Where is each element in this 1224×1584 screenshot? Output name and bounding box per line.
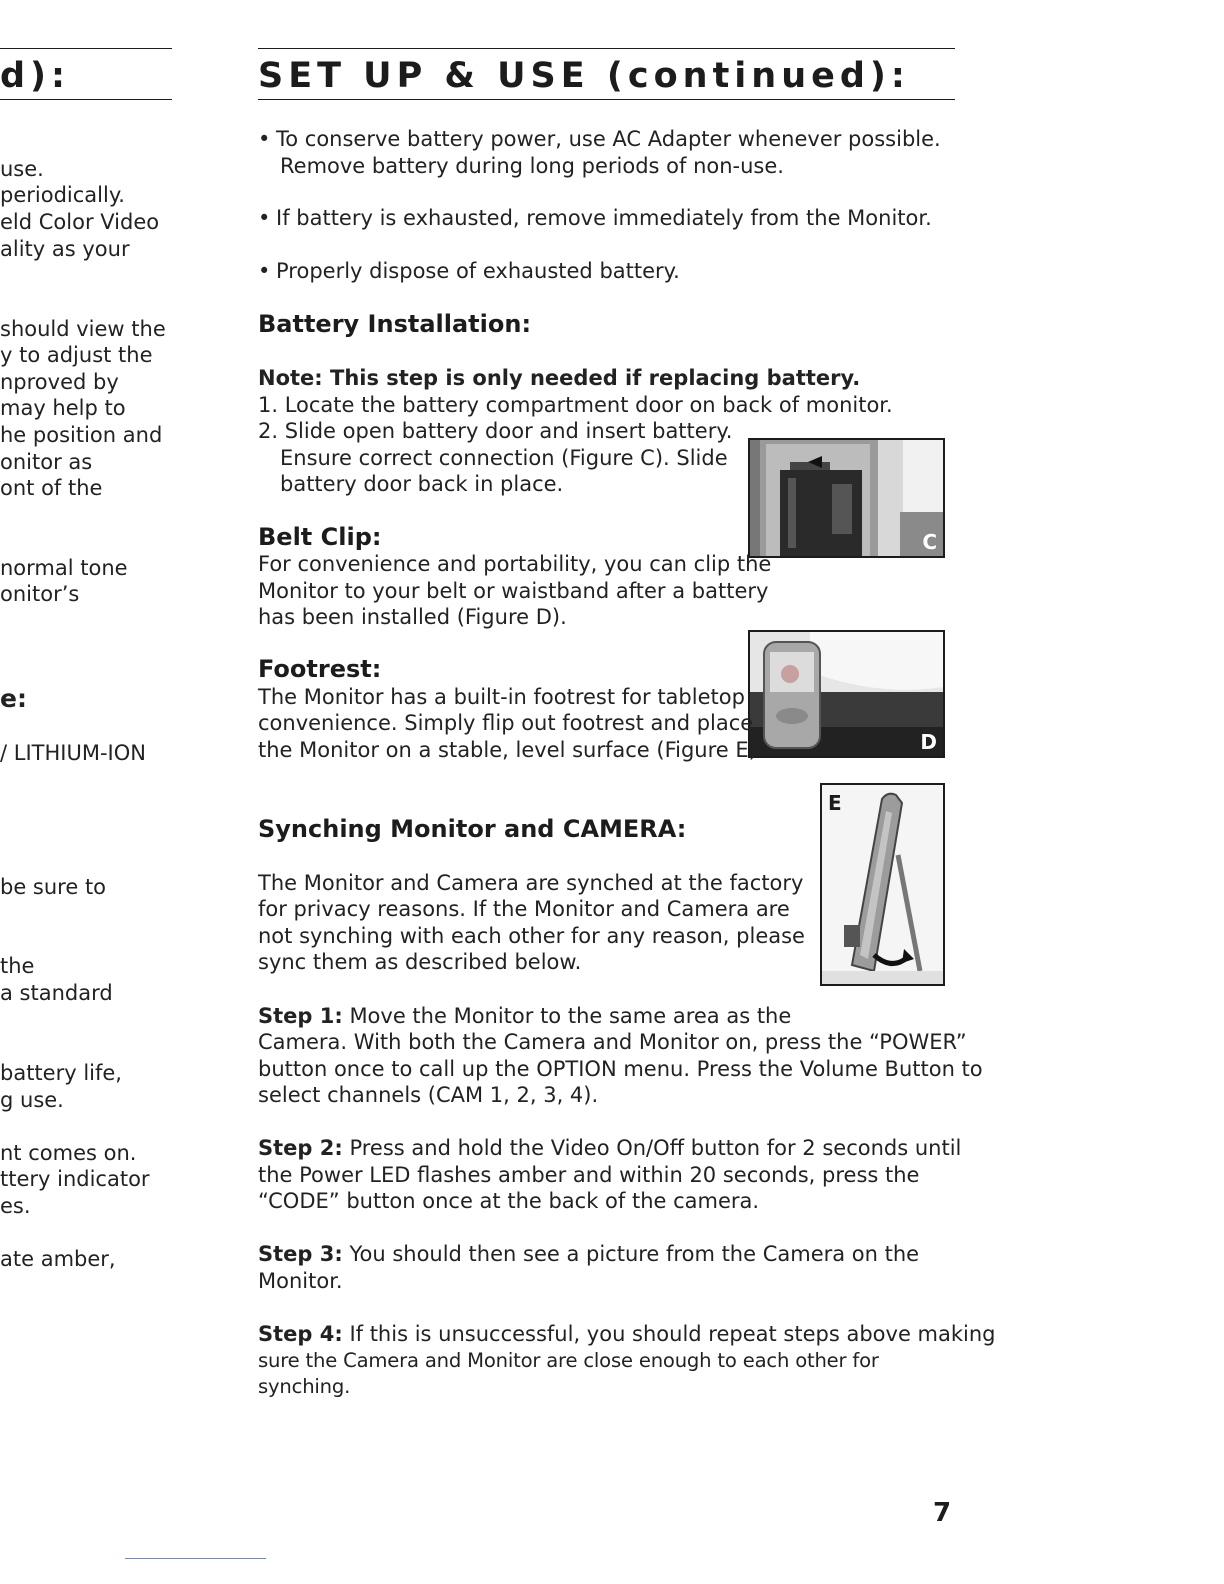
left-heading-top-rule xyxy=(0,48,172,49)
step-3 xyxy=(258,1241,919,1268)
bullet-dot-icon: • xyxy=(258,127,271,151)
battery-step-2-cont: Ensure correct connection (Figure C). Slide xyxy=(280,446,728,470)
step-2-text: the Power LED flashes amber and within 20 seconds, press the xyxy=(258,1163,920,1187)
footrest-text: convenience. Simply flip out footrest and place xyxy=(258,711,754,735)
figure-e-label: E xyxy=(828,791,842,815)
left-heading-fragment: d): xyxy=(0,56,71,96)
section-title-synching: Synching Monitor and CAMERA: xyxy=(258,815,687,843)
step-1-text: button once to call up the OPTION menu. Press the Volume Button to xyxy=(258,1057,983,1081)
left-fragment: eld Color Video xyxy=(0,210,160,234)
bullet-item xyxy=(258,205,932,232)
left-fragment: he position and xyxy=(0,423,163,447)
figure-c-label: C xyxy=(922,530,937,554)
left-fragment: nproved by xyxy=(0,370,119,394)
heading-bottom-rule xyxy=(258,99,955,100)
left-fragment: / LITHIUM-ION xyxy=(0,741,146,765)
step-4 xyxy=(258,1321,996,1348)
footrest-text: the Monitor on a stable, level surface (Figure E). xyxy=(258,738,764,762)
left-fragment: normal tone xyxy=(0,556,128,580)
step-3-text: You should then see a picture from the Camera on the xyxy=(342,1242,920,1266)
step-1-text: Move the Monitor to the same area as the xyxy=(342,1004,792,1028)
step-4-text: If this is unsuccessful, you should repeat steps above making xyxy=(342,1322,996,1346)
left-fragment: the xyxy=(0,954,35,978)
step-2-text: Press and hold the Video On/Off button for 2 seconds until xyxy=(342,1136,962,1160)
battery-step-2: 2. Slide open battery door and insert battery. xyxy=(258,419,733,443)
bullet-dot-icon: • xyxy=(258,206,271,230)
left-fragment: battery life, xyxy=(0,1061,122,1085)
battery-step-2-cont: battery door back in place. xyxy=(280,472,564,496)
left-fragment: onitor’s xyxy=(0,582,80,606)
battery-step-1: 1. Locate the battery compartment door on back of monitor. xyxy=(258,393,893,417)
left-fragment: may help to xyxy=(0,396,126,420)
bullet-item xyxy=(258,258,680,285)
left-fragment: nt comes on. xyxy=(0,1141,137,1165)
step-1-text: Camera. With both the Camera and Monitor on, press the “POWER” xyxy=(258,1030,967,1054)
left-fragment: ality as your xyxy=(0,237,130,261)
left-fragment-heading: e: xyxy=(0,684,27,713)
synching-text: sync them as described below. xyxy=(258,950,582,974)
bullet-text: Properly dispose of exhausted battery. xyxy=(276,259,680,283)
left-fragment: periodically. xyxy=(0,183,125,207)
left-fragment: ate amber, xyxy=(0,1247,116,1271)
bullet-dot-icon: • xyxy=(258,259,271,283)
page-title: SET UP & USE (continued): xyxy=(258,56,910,96)
section-title-battery-installation: Battery Installation: xyxy=(258,310,532,338)
belt-clip-text: has been installed (Figure D). xyxy=(258,605,567,629)
step-3-label: Step 3: xyxy=(258,1242,343,1266)
left-fragment: g use. xyxy=(0,1088,64,1112)
left-fragment: ont of the xyxy=(0,476,103,500)
synching-text: for privacy reasons. If the Monitor and Camera are xyxy=(258,897,790,921)
page-number: 7 xyxy=(933,1498,952,1528)
left-fragment: ttery indicator xyxy=(0,1167,150,1191)
battery-compartment-illustration xyxy=(750,440,943,556)
section-title-belt-clip: Belt Clip: xyxy=(258,523,382,551)
figure-e-footrest-photo xyxy=(820,783,945,986)
belt-clip-text: For convenience and portability, you can clip the xyxy=(258,552,772,576)
left-fragment: onitor as xyxy=(0,450,93,474)
footer-rule xyxy=(125,1558,266,1559)
left-fragment: y to adjust the xyxy=(0,343,153,367)
footrest-text: The Monitor has a built-in footrest for tabletop xyxy=(258,685,745,709)
belt-clip-text: Monitor to your belt or waistband after a battery xyxy=(258,579,769,603)
left-heading-bottom-rule xyxy=(0,99,172,100)
step-4-label: Step 4: xyxy=(258,1322,343,1346)
left-fragment: should view the xyxy=(0,317,166,341)
step-1-text: select channels (CAM 1, 2, 3, 4). xyxy=(258,1083,599,1107)
battery-note: Note: This step is only needed if replacing battery. xyxy=(258,366,861,390)
synching-text: not synching with each other for any reason, please xyxy=(258,924,805,948)
belt-clip-illustration xyxy=(750,632,943,756)
step-1-label: Step 1: xyxy=(258,1004,343,1028)
synching-text: The Monitor and Camera are synched at the factory xyxy=(258,871,804,895)
left-fragment: use. xyxy=(0,157,44,181)
heading-top-rule xyxy=(258,48,955,49)
bullet-text: If battery is exhausted, remove immediately from the Monitor. xyxy=(276,206,932,230)
bullet-text: To conserve battery power, use AC Adapter whenever possible. xyxy=(276,127,941,151)
figure-d-label: D xyxy=(920,730,937,754)
step-1 xyxy=(258,1003,791,1030)
step-2-label: Step 2: xyxy=(258,1136,343,1160)
left-fragment: es. xyxy=(0,1194,31,1218)
step-3-text: Monitor. xyxy=(258,1269,343,1293)
left-fragment: a standard xyxy=(0,981,113,1005)
figure-c-battery-photo xyxy=(748,438,945,558)
bullet-item xyxy=(258,126,941,179)
figure-d-belt-clip-photo xyxy=(748,630,945,758)
step-4-text: sure the Camera and Monitor are close enough to each other for xyxy=(258,1349,879,1372)
step-4-text: synching. xyxy=(258,1375,351,1398)
section-title-footrest: Footrest: xyxy=(258,655,382,683)
left-fragment: be sure to xyxy=(0,875,107,899)
step-2-text: “CODE” button once at the back of the camera. xyxy=(258,1189,760,1213)
step-2 xyxy=(258,1135,961,1162)
bullet-text: Remove battery during long periods of non-use. xyxy=(280,153,784,178)
